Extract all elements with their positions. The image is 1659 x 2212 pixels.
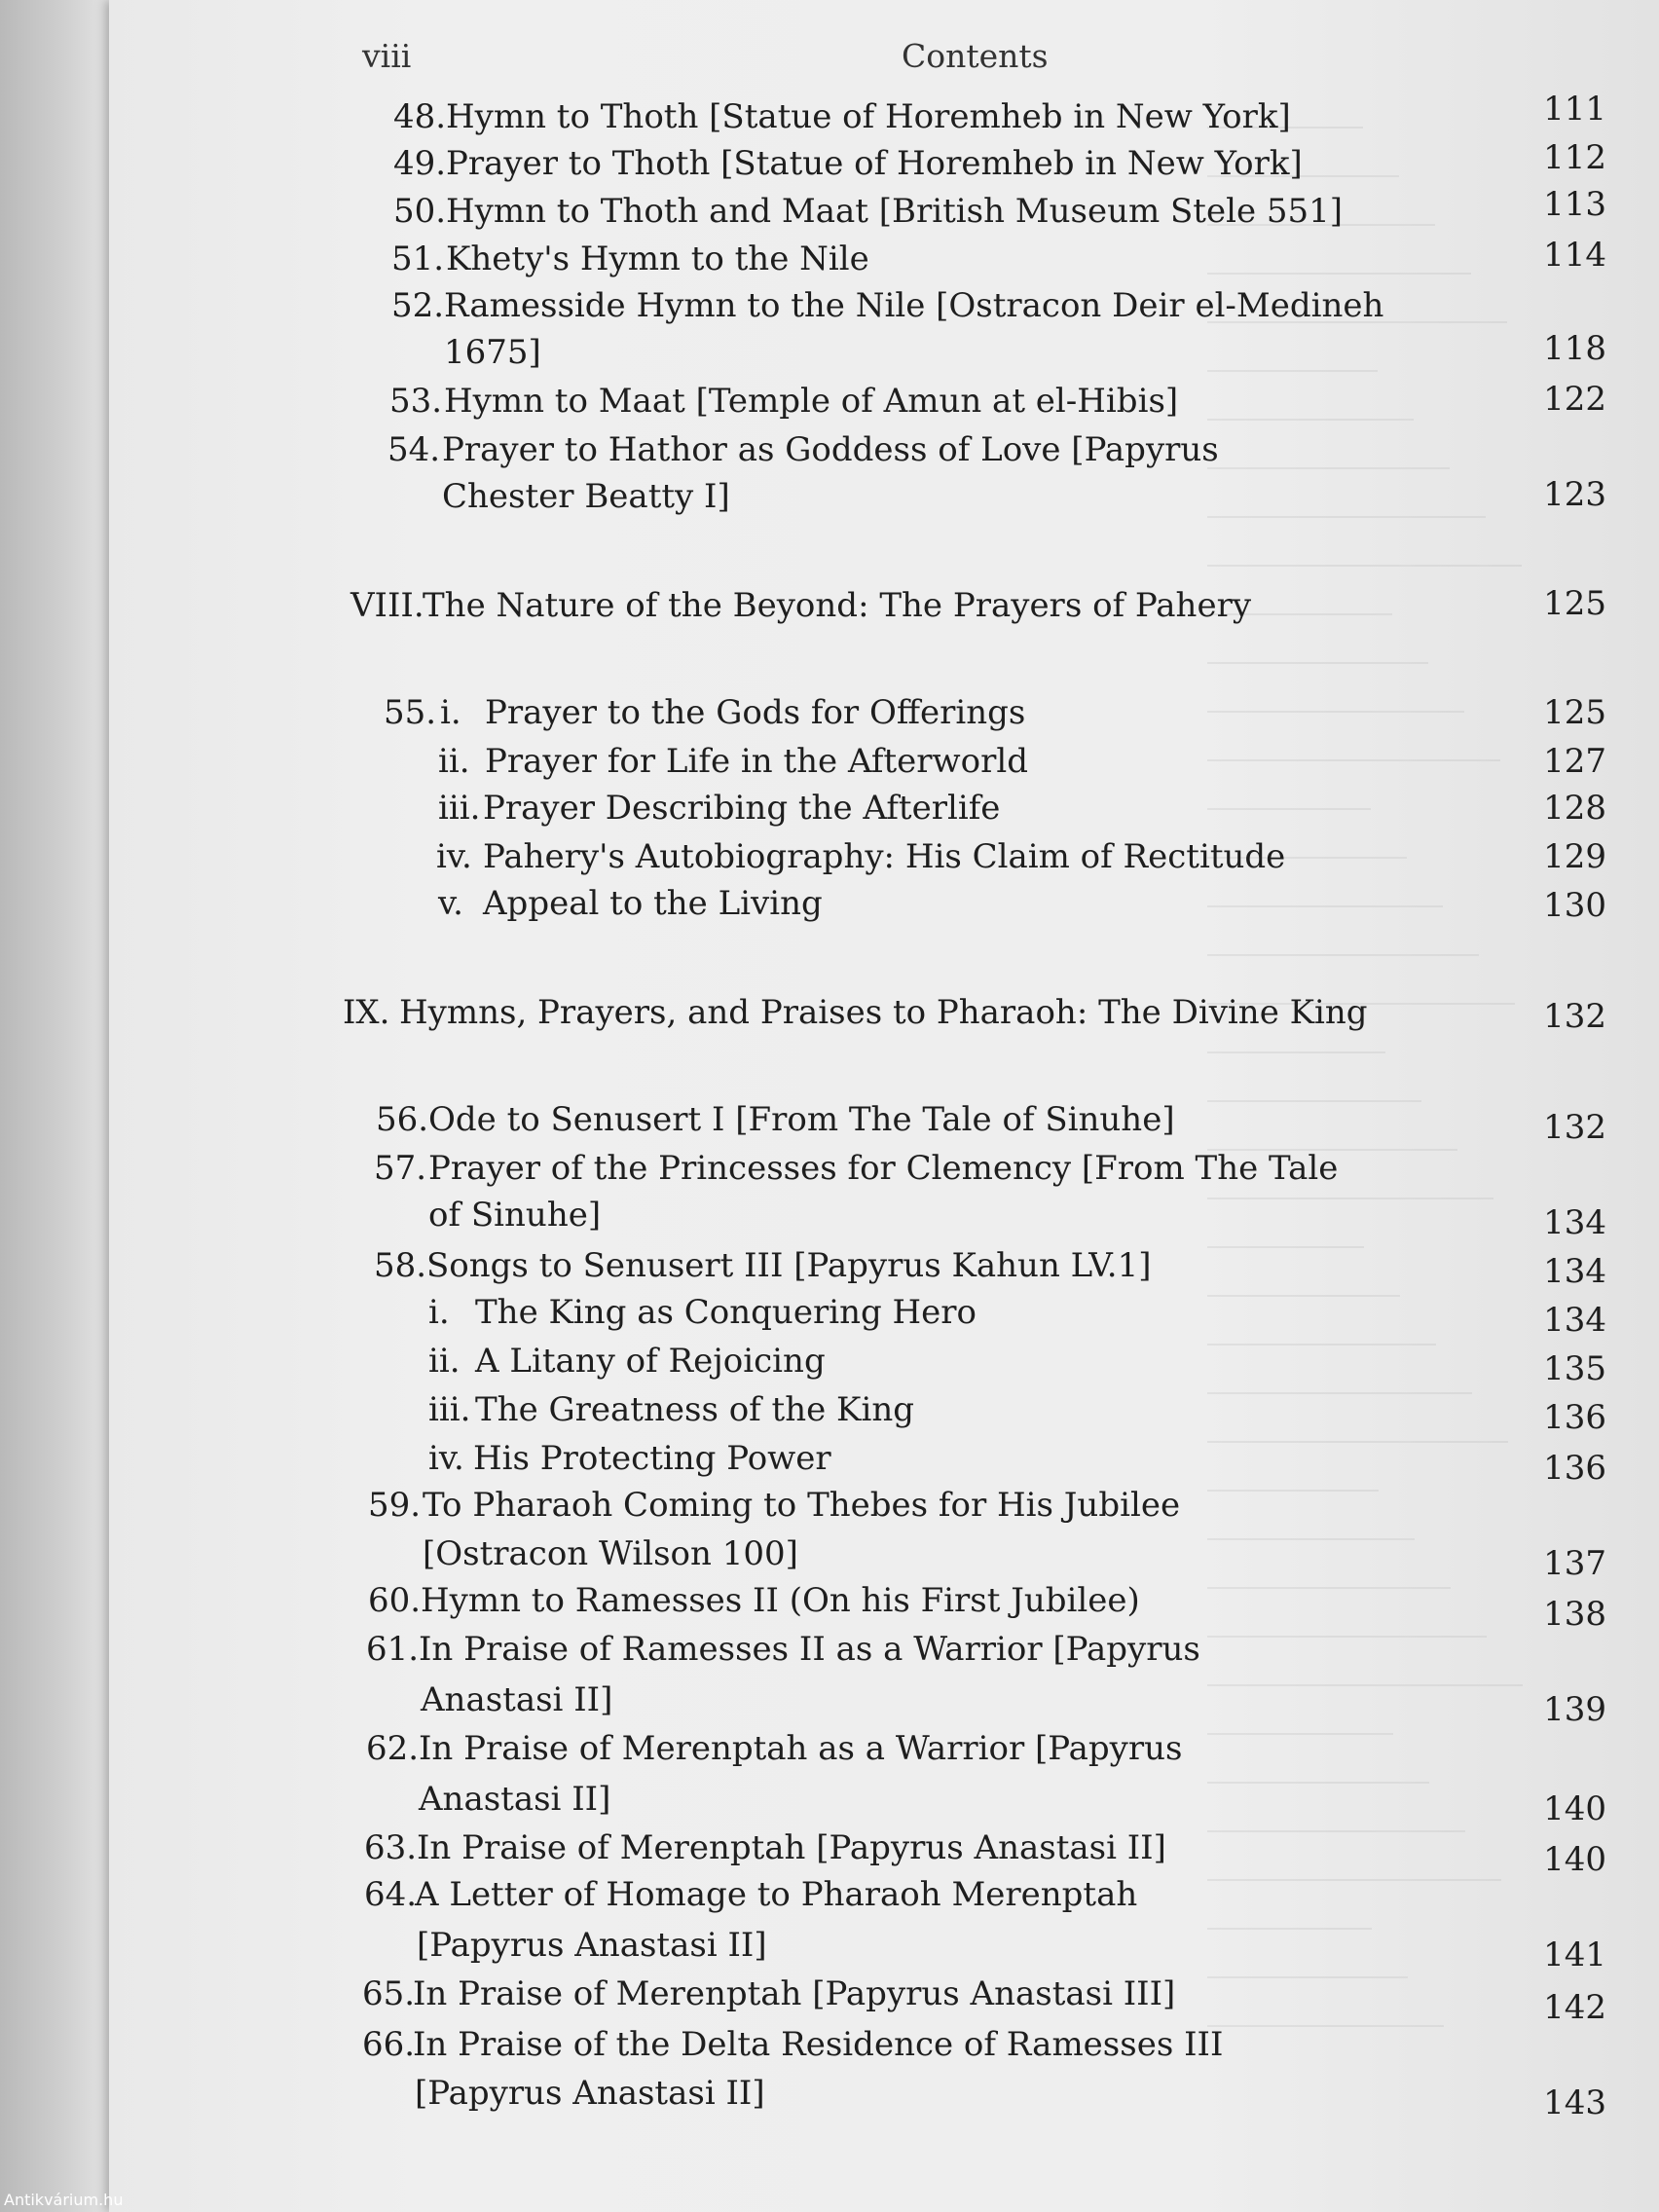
entry-subnumber: ii. xyxy=(438,742,470,781)
entry-page-number: 118 xyxy=(1543,329,1606,368)
show-through-line xyxy=(1207,711,1464,713)
show-through-line xyxy=(1207,565,1522,567)
entry-subnumber: iv. xyxy=(436,837,472,876)
entry-title: Prayer to the Gods for Offerings xyxy=(485,693,1026,732)
entry-title-continued: Anastasi II] xyxy=(419,1780,611,1819)
entry-number: 62. xyxy=(366,1729,420,1768)
entry-number: 59. xyxy=(368,1486,422,1525)
entry-title-continued: of Sinuhe] xyxy=(428,1196,602,1235)
page-title: Contents xyxy=(902,37,1049,75)
entry-title: Hymn to Thoth and Maat [British Museum Stele 551] xyxy=(446,192,1344,231)
entry-page-number: 125 xyxy=(1543,693,1606,732)
page-number: viii xyxy=(362,37,412,75)
show-through-line xyxy=(1207,1782,1429,1784)
show-through-line xyxy=(1207,419,1414,421)
entry-title: Hymn to Maat [Temple of Amun at el-Hibis] xyxy=(444,382,1179,421)
entry-page-number: 129 xyxy=(1543,837,1606,876)
show-through-line xyxy=(1207,1538,1415,1540)
entry-number: 64. xyxy=(364,1875,418,1914)
entry-title: In Praise of the Delta Residence of Ramesses III xyxy=(413,2025,1224,2064)
show-through-line xyxy=(1207,1100,1421,1102)
entry-number: 49. xyxy=(393,144,447,183)
entry-title: The Greatness of the King xyxy=(475,1390,914,1429)
entry-page-number: 123 xyxy=(1543,475,1606,514)
show-through-line xyxy=(1207,467,1450,469)
entry-title: In Praise of Merenptah [Papyrus Anastasi III] xyxy=(413,1974,1176,2013)
show-through-line xyxy=(1207,2025,1444,2027)
entry-title-continued: [Papyrus Anastasi II] xyxy=(417,1926,767,1965)
show-through-line xyxy=(1207,1733,1393,1735)
section-title: Hymns, Prayers, and Praises to Pharaoh: The Divine King xyxy=(399,993,1368,1032)
entry-number: 66. xyxy=(362,2025,416,2064)
show-through-line xyxy=(1207,1928,1372,1930)
entry-title: Khety's Hymn to the Nile xyxy=(446,240,869,278)
entry-page-number: 141 xyxy=(1543,1936,1606,1974)
entry-number: 51. xyxy=(391,240,445,278)
show-through-line xyxy=(1207,370,1378,372)
show-through-line xyxy=(1207,759,1500,761)
entry-title: A Letter of Homage to Pharaoh Merenptah xyxy=(415,1875,1138,1914)
entry-number: 58. xyxy=(374,1246,427,1285)
section-number: VIII. xyxy=(350,586,424,625)
entry-title: In Praise of Ramesses II as a Warrior [Papyrus xyxy=(419,1630,1200,1669)
entry-page-number: 140 xyxy=(1543,1840,1606,1879)
show-through-line xyxy=(1207,1295,1400,1297)
entry-title: Prayer Describing the Afterlife xyxy=(483,789,1001,828)
entry-page-number: 125 xyxy=(1543,584,1606,623)
entry-number: 60. xyxy=(368,1581,422,1620)
entry-page-number: 127 xyxy=(1543,742,1606,781)
entry-title: To Pharaoh Coming to Thebes for His Jubilee xyxy=(423,1486,1181,1525)
entry-page-number: 114 xyxy=(1543,236,1606,275)
entry-page-number: 134 xyxy=(1543,1203,1606,1242)
show-through-line xyxy=(1207,1344,1436,1346)
show-through-line xyxy=(1207,808,1371,810)
show-through-line xyxy=(1207,1830,1465,1832)
entry-title: A Litany of Rejoicing xyxy=(475,1342,826,1381)
entry-title-continued: [Ostracon Wilson 100] xyxy=(423,1534,798,1573)
entry-title: Pahery's Autobiography: His Claim of Rectitude xyxy=(483,837,1286,876)
entry-number: 61. xyxy=(366,1630,420,1669)
entry-number: 65. xyxy=(362,1974,416,2013)
watermark-text: Antikvárium.hu xyxy=(4,2191,124,2209)
entry-title: Appeal to the Living xyxy=(483,884,823,923)
entry-number: 48. xyxy=(393,97,447,136)
entry-page-number: 112 xyxy=(1543,138,1606,177)
show-through-line xyxy=(1207,1246,1364,1248)
entry-page-number: 143 xyxy=(1543,2083,1606,2122)
entry-title: Songs to Senusert III [Papyrus Kahun LV.1] xyxy=(426,1246,1152,1285)
entry-page-number: 128 xyxy=(1543,789,1606,828)
entry-title: Prayer to Hathor as Goddess of Love [Papyrus xyxy=(442,430,1219,469)
show-through-line xyxy=(1207,1879,1501,1881)
show-through-line xyxy=(1207,1392,1472,1394)
entry-title: Prayer of the Princesses for Clemency [From The Tale xyxy=(428,1149,1339,1188)
entry-subnumber: ii. xyxy=(428,1342,461,1381)
section-title: The Nature of the Beyond: The Prayers of Pahery xyxy=(423,586,1252,625)
entry-title: Prayer for Life in the Afterworld xyxy=(485,742,1028,781)
entry-page-number: 134 xyxy=(1543,1252,1606,1291)
entry-page-number: 130 xyxy=(1543,886,1606,925)
show-through-line xyxy=(1207,273,1471,275)
entry-page-number: 111 xyxy=(1543,90,1606,129)
entry-title-continued: Chester Beatty I] xyxy=(442,477,730,516)
entry-title-continued: 1675] xyxy=(444,333,541,372)
entry-title: His Protecting Power xyxy=(473,1439,831,1478)
entry-page-number: 132 xyxy=(1543,997,1606,1036)
entry-page-number: 138 xyxy=(1543,1595,1606,1634)
entry-number: 57. xyxy=(374,1149,427,1188)
entry-subnumber: iii. xyxy=(438,789,481,828)
entry-subnumber: v. xyxy=(438,884,463,923)
entry-page-number: 135 xyxy=(1543,1349,1606,1388)
entry-page-number: 136 xyxy=(1543,1398,1606,1437)
entry-page-number: 122 xyxy=(1543,380,1606,419)
entry-title: Hymn to Thoth [Statue of Horemheb in New York] xyxy=(446,97,1291,136)
show-through-line xyxy=(1207,954,1479,956)
entry-subnumber: iii. xyxy=(428,1390,471,1429)
entry-number: 52. xyxy=(391,286,445,325)
entry-number: 63. xyxy=(364,1828,418,1867)
entry-subnumber: i. xyxy=(440,693,461,732)
show-through-line xyxy=(1207,662,1428,664)
entry-title: Hymn to Ramesses II (On his First Jubilee) xyxy=(421,1581,1140,1620)
show-through-line xyxy=(1207,1976,1408,1978)
show-through-line xyxy=(1207,1684,1523,1686)
entry-page-number: 136 xyxy=(1543,1449,1606,1488)
entry-title-continued: Anastasi II] xyxy=(421,1680,613,1719)
show-through-line xyxy=(1207,905,1443,907)
entry-title: Prayer to Thoth [Statue of Horemheb in New York] xyxy=(446,144,1303,183)
entry-page-number: 139 xyxy=(1543,1690,1606,1729)
show-through-line xyxy=(1207,516,1486,518)
entry-subnumber: iv. xyxy=(428,1439,464,1478)
entry-title: Ode to Senusert I [From The Tale of Sinuhe] xyxy=(428,1100,1175,1139)
show-through-line xyxy=(1207,1051,1385,1053)
entry-number: 56. xyxy=(376,1100,429,1139)
entry-page-number: 132 xyxy=(1543,1108,1606,1147)
entry-page-number: 142 xyxy=(1543,1988,1606,2027)
entry-number: 55. xyxy=(384,693,437,732)
entry-title: In Praise of Merenptah as a Warrior [Papyrus xyxy=(419,1729,1183,1768)
book-spine-shadow xyxy=(0,0,115,2212)
entry-subnumber: i. xyxy=(428,1293,450,1332)
entry-number: 54. xyxy=(387,430,441,469)
show-through-line xyxy=(1207,1636,1487,1638)
entry-title-continued: [Papyrus Anastasi II] xyxy=(415,2074,765,2113)
entry-page-number: 134 xyxy=(1543,1301,1606,1340)
entry-number: 50. xyxy=(393,192,447,231)
entry-title: The King as Conquering Hero xyxy=(475,1293,977,1332)
show-through-line xyxy=(1207,1441,1508,1443)
show-through-line xyxy=(1207,1198,1493,1199)
entry-page-number: 137 xyxy=(1543,1544,1606,1583)
show-through-line xyxy=(1207,1587,1451,1589)
entry-page-number: 113 xyxy=(1543,185,1606,224)
show-through-line xyxy=(1207,1490,1379,1492)
entry-title: In Praise of Merenptah [Papyrus Anastasi II] xyxy=(417,1828,1166,1867)
entry-page-number: 140 xyxy=(1543,1789,1606,1828)
entry-title: Ramesside Hymn to the Nile [Ostracon Deir el-Medineh xyxy=(444,286,1384,325)
entry-number: 53. xyxy=(389,382,443,421)
section-number: IX. xyxy=(343,993,390,1032)
